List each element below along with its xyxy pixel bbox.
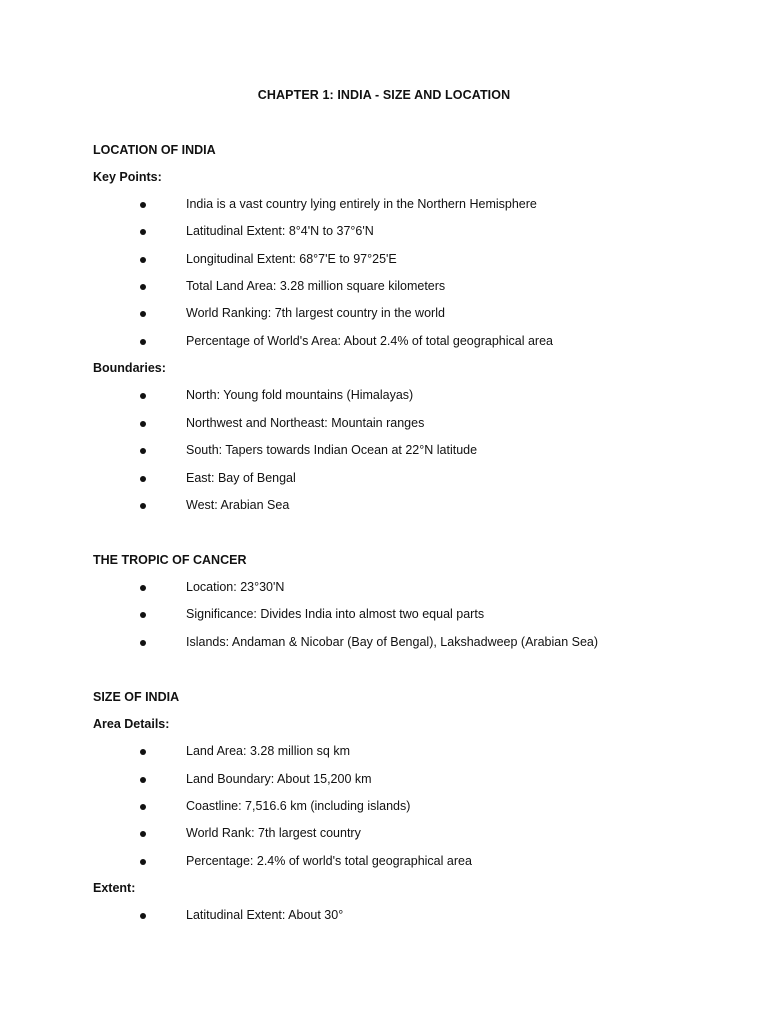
list-item — [0, 252, 768, 270]
bullet-icon — [140, 202, 146, 208]
list-item-text: Latitudinal Extent: 8°4'N to 37°6'N — [186, 224, 374, 238]
list-item — [0, 443, 768, 461]
list-item-text: Northwest and Northeast: Mountain ranges — [186, 416, 425, 430]
bullet-icon — [140, 640, 146, 646]
bullet-icon — [140, 339, 146, 345]
list-item-text: Latitudinal Extent: About 30° — [186, 908, 344, 922]
bullet-icon — [140, 503, 146, 509]
list-item — [0, 388, 768, 406]
bullet-icon — [140, 585, 146, 591]
bullet-icon — [140, 311, 146, 317]
list-item-text: East: Bay of Bengal — [186, 471, 296, 485]
list-item — [0, 854, 768, 872]
list-item-text: South: Tapers towards Indian Ocean at 22°N latitude — [186, 443, 478, 457]
list-item — [0, 306, 768, 324]
list-item-text: India is a vast country lying entirely in the Northern Hemisphere — [186, 197, 537, 211]
bullet-icon — [140, 859, 146, 865]
list-item — [0, 498, 768, 516]
list-item-text: World Rank: 7th largest country — [186, 826, 361, 840]
list-item — [0, 908, 768, 926]
list-item — [0, 772, 768, 790]
list-item — [0, 334, 768, 352]
list-item — [0, 826, 768, 844]
list-item-text: Land Boundary: About 15,200 km — [186, 772, 372, 786]
list-item-text: North: Young fold mountains (Himalayas) — [186, 388, 414, 402]
subheading-boundaries: Boundaries: — [93, 361, 166, 375]
list-item — [0, 744, 768, 762]
list-item — [0, 635, 768, 653]
bullet-icon — [140, 257, 146, 263]
subheading-extent: Extent: — [93, 881, 136, 895]
list-item-text: World Ranking: 7th largest country in the world — [186, 306, 445, 320]
list-item-text: Islands: Andaman & Nicobar (Bay of Bengal), Lakshadweep (Arabian Sea) — [186, 635, 599, 649]
page-title: CHAPTER 1: INDIA - SIZE AND LOCATION — [257, 88, 511, 102]
list-item — [0, 224, 768, 242]
section-heading-location: LOCATION OF INDIA — [93, 143, 216, 157]
bullet-icon — [140, 777, 146, 783]
list-item-text: Location: 23°30'N — [186, 580, 285, 594]
bullet-icon — [140, 612, 146, 618]
list-item — [0, 607, 768, 625]
subheading-key-points: Key Points: — [93, 170, 162, 184]
list-item — [0, 279, 768, 297]
bullet-icon — [140, 749, 146, 755]
bullet-icon — [140, 476, 146, 482]
list-item — [0, 580, 768, 598]
bullet-icon — [140, 448, 146, 454]
list-item-text: West: Arabian Sea — [186, 498, 290, 512]
list-item-text: Longitudinal Extent: 68°7'E to 97°25'E — [186, 252, 397, 266]
list-item-text: Percentage of World's Area: About 2.4% of total geographical area — [186, 334, 553, 348]
list-item-text: Total Land Area: 3.28 million square kilometers — [186, 279, 446, 293]
list-item — [0, 799, 768, 817]
bullet-icon — [140, 229, 146, 235]
list-item-text: Coastline: 7,516.6 km (including islands) — [186, 799, 411, 813]
bullet-icon — [140, 913, 146, 919]
bullet-icon — [140, 421, 146, 427]
list-item-text: Percentage: 2.4% of world's total geographical area — [186, 854, 472, 868]
bullet-icon — [140, 393, 146, 399]
bullet-icon — [140, 284, 146, 290]
list-item — [0, 416, 768, 434]
list-item — [0, 471, 768, 489]
list-item-text: Land Area: 3.28 million sq km — [186, 744, 350, 758]
bullet-icon — [140, 831, 146, 837]
subheading-area-details: Area Details: — [93, 717, 170, 731]
list-item-text: Significance: Divides India into almost two equal parts — [186, 607, 485, 621]
section-heading-tropic: THE TROPIC OF CANCER — [93, 553, 247, 567]
bullet-icon — [140, 804, 146, 810]
list-item — [0, 197, 768, 215]
section-heading-size: SIZE OF INDIA — [93, 690, 180, 704]
